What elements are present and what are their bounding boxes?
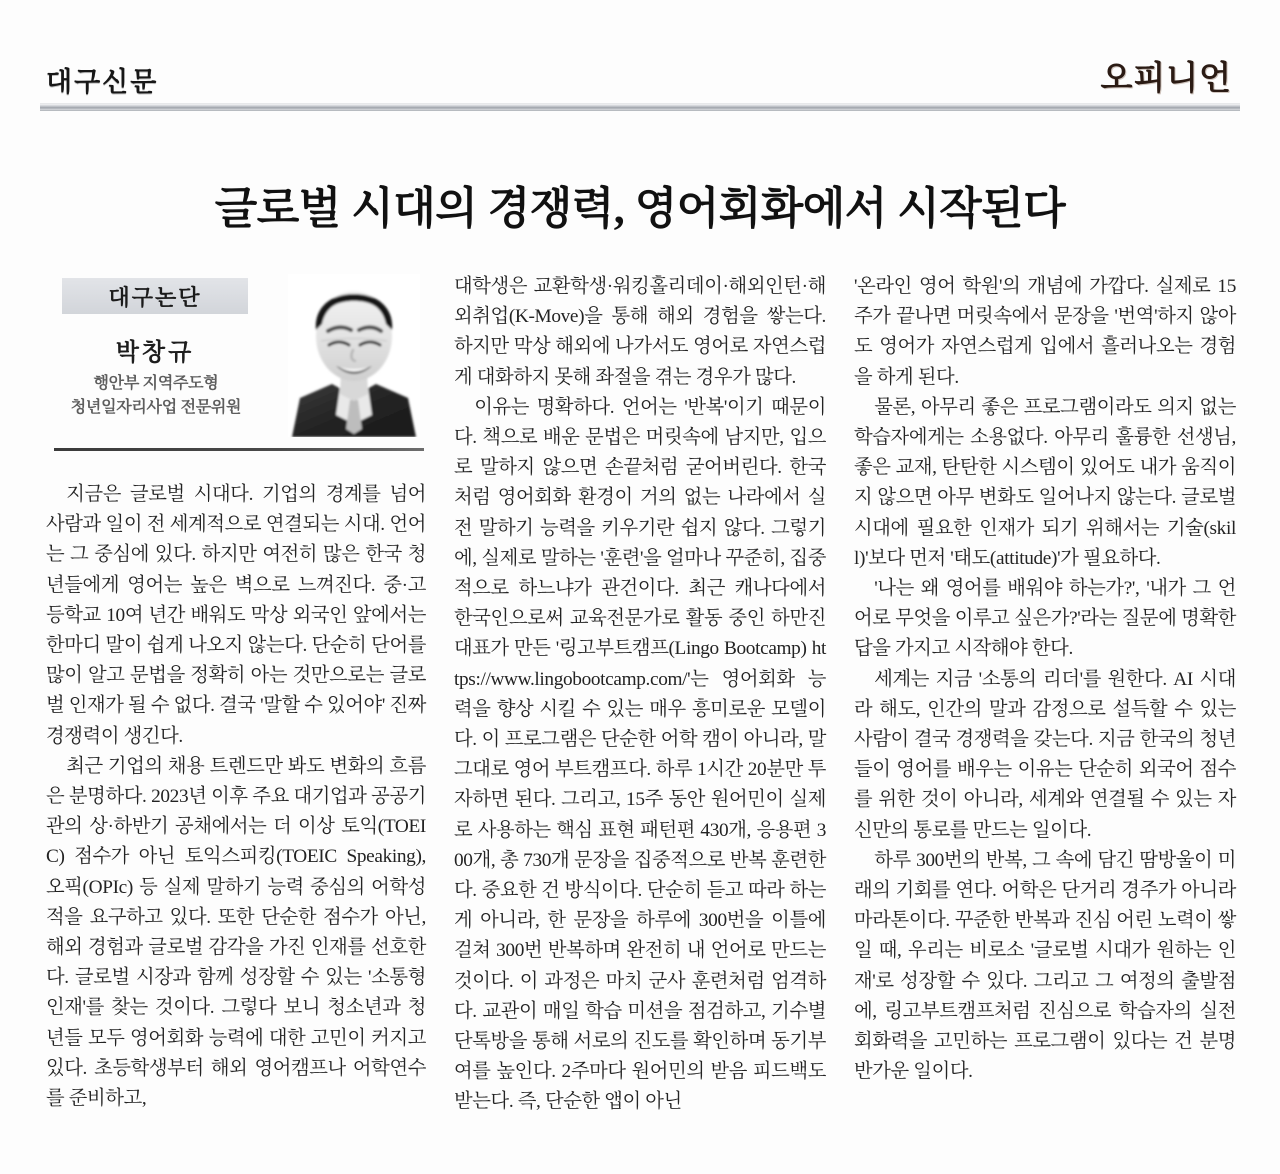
column-series-label: 대구논단 (62, 278, 248, 314)
section-title: 오피니언 (1100, 61, 1232, 97)
masthead (40, 0, 1240, 96)
paper-name: 대구신문 (46, 67, 159, 97)
paragraph: 최근 기업의 채용 트렌드만 봐도 변화의 흐름은 분명하다. 2023년 이후 주요 대기업과 공공기관의 상·하반기 공채에서는 더 이상 토익(TOEIC) 점수가 아닌 토익스피킹(TOEIC Speaking), 오픽(OPIc) 등 실제 말하기 능력 중심의 어학성적을 요구하고 있다. 또한 단순한 점수가 아닌, 해외 경험과 글로벌 감각을 가진 인재를 선호한다. 글로벌 시장과 함께 성장할 수 있는 '소통형 인재'를 찾는 것이다. 그렇다 보니 청소년과 청년들 모두 영어회화 능력에 대한 고민이 커지고 있다. 초등학생부터 해외 영어캠프나 어학연수를 준비하고, (46, 755, 426, 1110)
author-affiliation-line-2: 청년일자리사업 전문위원 (70, 399, 242, 416)
article-columns (40, 272, 1240, 1154)
author-name: 박창규 (115, 340, 195, 366)
author-portrait-photo (288, 274, 420, 437)
author-divider (54, 448, 424, 451)
paragraph: 물론, 아무리 좋은 프로그램이라도 의지 없는 학습자에게는 소용없다. 아무리 훌륭한 선생님, 좋은 교재, 탄탄한 시스템이 있어도 내가 움직이지 않으면 아무 변화도 일어나지 않는다. 글로벌 시대에 필요한 인재가 되기 위해서는 기술(skill)'보다 먼저 '태도(attitude)'가 필요하다. (854, 396, 1236, 569)
page-title: 글로벌 시대의 경쟁력, 영어회화에서 시작된다 (214, 184, 1066, 233)
paragraph: '나는 왜 영어를 배워야 하는가?', '내가 그 언어로 무엇을 이루고 싶은가?'라는 질문에 명확한 답을 가지고 시작해야 한다. (854, 578, 1236, 660)
portrait-icon (288, 274, 420, 437)
article-column-2 (440, 272, 840, 1154)
masthead-divider (40, 103, 1240, 111)
paragraph: 지금은 글로벌 시대다. 기업의 경계를 넘어 사람과 일이 전 세계적으로 연결되는 시대. 언어는 그 중심에 있다. 하지만 여전히 많은 한국 청년들에게 영어는 높은 벽으로 느껴진다. 중·고등학교 10여 년간 배워도 막상 외국인 앞에서는 한마디 말이 쉽게 나오지 않는다. 단순히 단어를 많이 알고 문법을 정확히 아는 것만으로는 글로벌 인재가 될 수 없다. 결국 '말할 수 있어야' 진짜 경쟁력이 생긴다. (46, 484, 426, 747)
paragraph: 이유는 명확하다. 언어는 '반복'이기 때문이다. 책으로 배운 문법은 머릿속에 남지만, 입으로 말하지 않으면 손끝처럼 굳어버린다. 한국처럼 영어회화 환경이 거의 없는 나라에서 실전 말하기 능력을 키우기란 쉽지 않다. 그렇기에, 실제로 말하는 '훈련'을 얼마나 꾸준히, 집중적으로 하느냐가 관건이다. 최근 캐나다에서 한국인으로써 교육전문가로 활동 중인 하만진 대표가 만든 '링고부트캠프(Lingo Bootcamp) https://www.lingobootcamp.com/'는 영어회화 능력을 향상 시킬 수 있는 매우 흥미로운 모델이다. 이 프로그램은 단순한 어학 캠이 아니라, 말 그대로 영어 부트캠프다. 하루 1시간 20분만 투자하면 된다. 그리고, 15주 동안 원어민이 실제로 사용하는 핵심 표현 패턴편 430개, 응용편 300개, 총 730개 문장을 집중적으로 반복 훈련한다. 중요한 건 방식이다. 단순히 듣고 따라 하는 게 아니라, 한 문장을 하루에 300번을 이틀에 걸쳐 300번 반복하며 완전히 내 언어로 만드는 것이다. 이 과정은 마치 군사 훈련처럼 엄격하다. 교관이 매일 학습 미션을 점검하고, 기수별 단톡방을 통해 서로의 진도를 확인하며 동기부여를 높인다. 2주마다 원어민의 받음 피드백도 받는다. 즉, 단순한 앱이 아닌 (454, 396, 826, 1113)
author-affiliation-line-1: 행안부 지역주도형 (93, 375, 219, 392)
article-column-1 (40, 272, 440, 1154)
paragraph: 대학생은 교환학생·워킹홀리데이·해외인턴·해외취업(K-Move)을 통해 해외 경험을 쌓는다. 하지만 막상 해외에 나가서도 영어로 자연스럽게 대화하지 못해 좌절을 겪는 경우가 많다. (454, 276, 826, 388)
paragraph: '온라인 영어 학원'의 개념에 가깝다. 실제로 15주가 끝나면 머릿속에서 문장을 '번역'하지 않아도 영어가 자연스럽게 입에서 흘러나오는 경험을 하게 된다. (854, 276, 1236, 388)
paragraph: 세계는 지금 '소통의 리더'를 원한다. AI 시대라 해도, 인간의 말과 감정으로 설득할 수 있는 사람이 결국 경쟁력을 갖는다. 지금 한국의 청년들이 영어를 배우는 이유는 단순히 외국어 점수를 위한 것이 아니라, 세계와 연결될 수 있는 자신만의 통로를 만드는 일이다. (854, 668, 1236, 841)
article-column-3 (840, 272, 1240, 1154)
author-affiliation (50, 372, 262, 420)
paragraph: 하루 300번의 반복, 그 속에 담긴 땀방울이 미래의 기회를 연다. 어학은 단거리 경주가 아니라 마라톤이다. 꾸준한 반복과 진심 어린 노력이 쌓일 때, 우리는 비로소 '글로벌 시대가 원하는 인재'로 성장할 수 있다. 그리고 그 여정의 출발점에, 링고부트캠프처럼 진심으로 학습자의 실전 회화력을 고민하는 프로그램이 있다는 건 분명 반가운 일이다. (854, 849, 1236, 1083)
author-block (46, 272, 426, 472)
